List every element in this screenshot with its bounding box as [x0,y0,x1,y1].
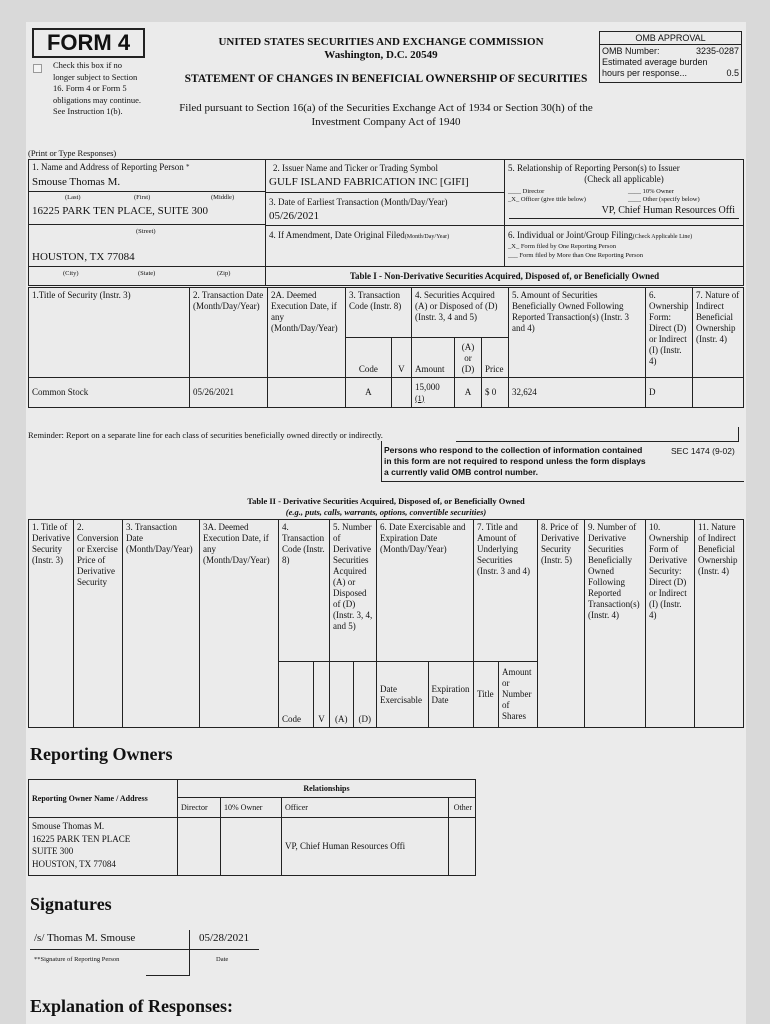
ro-col-officer: Officer [282,798,449,818]
t1-amount-owned: 32,624 [509,378,646,408]
t2-h8: 8. Price of Derivative Security (Instr. 5) [538,520,585,728]
other-option[interactable]: ____ Other (specify below) [628,196,700,203]
t2-h9: 9. Number of Derivative Securities Beneficially Owned Following Reported Transaction(s) (Instr. 4) [585,520,646,728]
t1-sub-v: V [391,338,411,378]
t2-sub-title: Title [474,662,499,728]
t1-h3: 3. Transaction Code (Instr. 8) [346,288,412,338]
t1-h2: 2. Transaction Date (Month/Day/Year) [190,288,268,378]
reporting-person-address: 16225 PARK TEN PLACE, SUITE 300 [32,205,209,217]
reporting-person-name: Smouse Thomas M. [32,176,121,188]
box5-sub: (Check all applicable) [584,174,664,184]
box1-label: 1. Name and Address of Reporting Person * [32,162,190,172]
t2-h11: 11. Nature of Indirect Beneficial Ownership (Instr. 4) [695,520,744,728]
reminder-text: Reminder: Report on a separate line for each class of securities beneficially owned directly or indirectly. [28,430,383,440]
box6-label: 6. Individual or Joint/Group Filing(Check Applicable Line) [508,230,693,240]
zip-label: (Zip) [217,270,231,277]
t1-sub-price: Price [482,338,509,378]
t2-sub-exercisable: Date Exercisable [377,662,429,728]
t1-h2a: 2A. Deemed Execution Date, if any (Month/Day/Year) [268,288,346,378]
t1-price: $ 0 [482,378,509,408]
ro-ten-pct-cell [221,818,282,876]
box3-date [265,192,505,225]
ro-owner-cell [29,818,178,876]
street-label: (Street) [136,228,156,235]
omb-approval-title: OMB APPROVAL [600,32,741,45]
t1-ownership-form: D [646,378,693,408]
signature-label: **Signature of Reporting Person [34,956,120,963]
burden-value: 0.5 [726,68,739,78]
title-underline [509,218,739,219]
form-title-box [32,28,145,58]
t1-h7: 7. Nature of Indirect Beneficial Ownership (Instr. 4) [693,288,744,378]
ro-owner-address2: SUITE 300 [32,846,74,856]
agency-name: UNITED STATES SECURITIES AND EXCHANGE COMMISSION [218,36,544,48]
reporting-person-city: HOUSTON, TX 77084 [32,251,135,263]
ro-owner-name: Smouse Thomas M. [32,821,105,831]
ro-officer-title: VP, Chief Human Resources Offi [282,818,449,876]
t2-sub-code: Code [279,662,314,728]
t2-h10: 10. Ownership Form of Derivative Security: Direct (D) or Indirect (I) (Instr. 4) [646,520,695,728]
t1-v [391,378,411,408]
table2-title: Table II - Derivative Securities Acquired, Disposed of, or Beneficially Owned [247,496,525,506]
state-label: (State) [138,270,156,277]
ro-owner-address1: 16225 PARK TEN PLACE [32,833,131,844]
burden-line1: Estimated average burden [602,57,708,67]
table-row [29,378,744,408]
no-longer-subject-checkbox[interactable] [33,64,42,73]
ro-other-cell [449,818,476,876]
t1-code: A [346,378,392,408]
t1-h1: 1.Title of Security (Instr. 3) [29,288,190,378]
t1-sub-code: Code [346,338,392,378]
t1-transaction-date: 05/26/2021 [190,378,268,408]
date-rule [189,949,259,950]
burden-line2: hours per response... [602,68,688,78]
signatures-heading: Signatures [30,894,112,914]
ro-col-other: Other [449,798,476,818]
signature-divider [189,930,190,975]
table2-subtitle: (e.g., puts, calls, warrants, options, convertible securities) [285,507,487,517]
ro-col-director: Director [178,798,221,818]
box5-label: 5. Relationship of Reporting Person(s) to Issuer [508,163,680,173]
sec-code: SEC 1474 (9-02) [671,446,735,456]
t1-h4: 4. Securities Acquired (A) or Disposed of (D) (Instr. 3, 4 and 5) [412,288,509,338]
t2-h3: 3. Transaction Date (Month/Day/Year) [123,520,200,728]
box5-relationship [504,159,744,225]
officer-option[interactable]: _X_ Officer (give title below) [508,196,586,203]
ro-col-name: Reporting Owner Name / Address [29,780,178,818]
ro-col-ten-pct: 10% Owner [221,798,282,818]
box4-amendment [265,225,505,266]
print-note: (Print or Type Responses) [28,148,117,158]
t2-sub-a: (A) [330,662,354,728]
table2 [28,519,744,728]
last-label: (Last) [65,194,81,201]
filing-option-one[interactable]: _X_ Form filed by One Reporting Person [508,243,616,250]
t2-h6: 6. Date Exercisable and Expiration Date (Month/Day/Year) [377,520,474,662]
t1-deemed-date [268,378,346,408]
date-label: Date [216,956,229,963]
t1-security-title: Common Stock [29,378,190,408]
t2-h2: 2. Conversion or Exercise Price of Derivative Security [74,520,123,728]
t1-amount: 15,000 [415,381,440,392]
omb-number-label: OMB Number: [602,46,660,56]
explanation-heading: Explanation of Responses: [30,996,234,1016]
box1-city-labels [28,266,266,286]
t1-h5: 5. Amount of Securities Beneficially Owned Following Reported Transaction(s) (Instr. 3 and 4) [509,288,646,378]
box2-label: 2. Issuer Name and Ticker or Trading Symbol [273,163,438,173]
t2-h4: 4. Transaction Code (Instr. 8) [279,520,330,662]
t2-sub-d: (D) [353,662,377,728]
officer-title: VP, Chief Human Resources Offi [601,205,735,216]
t2-sub-expiration: Expiration Date [428,662,473,728]
agency-location: Washington, D.C. 20549 [324,49,438,61]
city-label: (City) [63,270,79,277]
signature-date: 05/28/2021 [199,932,250,944]
table-row [29,818,476,876]
t1-sub-amount: Amount [412,338,455,378]
filing-option-group[interactable]: ___ Form filed by More than One Reporting Person [508,252,644,259]
t1-nature [693,378,744,408]
t1-h6: 6. Ownership Form: Direct (D) or Indirect (I) (Instr. 4) [646,288,693,378]
reminder-rule [456,441,739,442]
t2-h5: 5. Number of Derivative Securities Acquired (A) or Disposed of (D) (Instr. 3, 4, and 5) [330,520,377,662]
reporting-owners-table [28,779,476,876]
issuer-name: GULF ISLAND FABRICATION INC [GIFI] [269,176,469,188]
table1-title: Table I - Non-Derivative Securities Acquired, Disposed of, or Beneficially Owned [349,271,660,281]
box6-filing [504,225,744,266]
box1-name [28,159,266,191]
t2-h7: 7. Title and Amount of Underlying Securities (Instr. 3 and 4) [474,520,538,662]
form-page [26,22,746,1024]
table1 [28,287,744,408]
ro-relationships: Relationships [178,780,476,798]
reporting-owners-heading: Reporting Owners [30,744,173,764]
omb-approval-box [599,31,742,83]
middle-label: (Middle) [211,194,235,201]
t2-sub-v: V [314,662,330,728]
t2-sub-amount: Amount or Number of Shares [499,662,538,728]
reminder-rule-tick [738,427,739,441]
t1-aord: A [455,378,482,408]
statement-title: STATEMENT OF CHANGES IN BENEFICIAL OWNERSHIP OF SECURITIES [184,73,588,85]
omb-number: 3235-0287 [695,46,739,56]
box1-city [28,224,266,266]
persons-notice: Persons who respond to the collection of information contained in this form are not required to respond unless the form displays a currently valid OMB control number. [384,445,646,477]
t1-sub-aord: (A) or (D) [455,338,482,378]
check-box-instructions: Check this box if no longer subject to Section 16. Form 4 or Form 5 obligations may continue. See Instruction 1(b). [53,60,142,116]
filed-pursuant-line2: Investment Company Act of 1940 [311,116,461,128]
box2-issuer [265,159,505,192]
t2-h1: 1. Title of Derivative Security (Instr. 3) [29,520,74,728]
signature-rule [30,949,190,950]
t2-h3a: 3A. Deemed Execution Date, if any (Month/Day/Year) [200,520,279,728]
signature-bottom-rule [146,975,190,976]
director-option[interactable]: ____ Director [508,188,545,195]
table1-title-box [265,266,744,286]
t1-amount-cell [412,378,455,408]
earliest-transaction-date: 05/26/2021 [269,210,320,222]
form-title: FORM 4 [46,30,131,55]
first-label: (First) [134,194,151,201]
ro-owner-city: HOUSTON, TX 77084 [32,858,116,869]
notice-rule [381,441,382,481]
filed-pursuant-line1: Filed pursuant to Section 16(a) of the Securities Exchange Act of 1934 or Section 30(h) of the [179,102,593,114]
signature: /s/ Thomas M. Smouse [34,932,136,944]
notice-rule-bottom [381,481,744,482]
ten-pct-owner-option[interactable]: ____ 10% Owner [628,188,674,195]
box1-address [28,191,266,224]
box3-label: 3. Date of Earliest Transaction (Month/Day/Year) [269,197,448,207]
box4-label: 4. If Amendment, Date Original Filed(Month/Day/Year) [269,230,450,240]
footnote-link[interactable]: (1) [415,393,425,403]
ro-director-cell [178,818,221,876]
